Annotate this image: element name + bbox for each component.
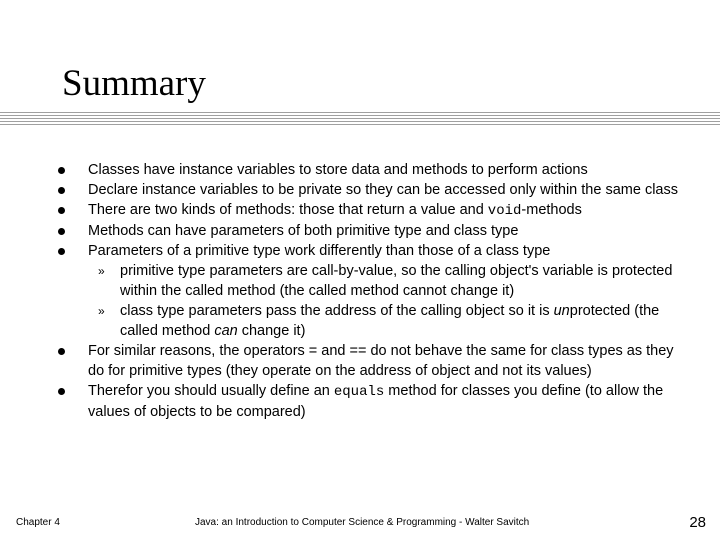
code-equals: equals [333,384,385,400]
bullet-dot-icon [58,187,65,194]
bullet-item [58,241,678,341]
emphasis-un: un [553,303,570,319]
bullet-text-post: -methods [521,202,582,218]
bullet-text-post: method for classes you define (to allow the values of objects to be compared) [88,383,664,420]
sub-item-text: primitive type parameters are call-by-value, so the calling object's variable is protected within the called method (the called method cannot change it) [120,263,673,299]
bullet-text-pre: Therefor you should usually define an [88,383,334,399]
sub-item [88,301,678,341]
bullet-dot-icon [58,388,65,395]
sub-marker-icon: » [98,264,105,278]
emphasis-can: can [214,323,238,339]
footer-credit: Java: an Introduction to Computer Science & Programming - Walter Savitch [195,517,530,528]
bullet-text: Parameters of a primitive type work differently than those of a class type [88,243,551,259]
footer-chapter: Chapter 4 [16,517,60,528]
bullet-item [58,341,678,381]
bullet-item [58,200,678,221]
bullet-item [58,180,678,200]
bullet-dot-icon [58,248,65,255]
bullet-text: Methods can have parameters of both primitive type and class type [88,223,519,239]
sub-item-text-pre: class type parameters pass the address of the calling object so it is [120,303,554,319]
code-void: void [487,203,522,219]
title-rule [0,112,720,127]
bullet-text-pre: There are two kinds of methods: those that return a value and [88,202,488,218]
sub-list [88,261,678,341]
bullet-item [58,221,678,241]
bullet-text: For similar reasons, the operators = and == do not behave the same for class types as they do for primitive types (they operate on the address of object and not its values) [88,343,674,379]
sub-item-text-mid: protected (the called method [120,303,660,339]
bullet-text: Declare instance variables to be private so they can be accessed only within the same class [88,182,678,198]
bullet-text: Classes have instance variables to store data and methods to perform actions [88,162,588,178]
bullet-dot-icon [58,348,65,355]
sub-item [88,261,678,301]
bullet-dot-icon [58,228,65,235]
page-number: 28 [689,514,706,531]
bullet-dot-icon [58,167,65,174]
bullet-item [58,381,678,422]
bullet-list [58,160,678,422]
sub-item-text-post: change it) [237,323,306,339]
bullet-item [58,160,678,180]
slide-title: Summary [62,63,206,104]
bullet-dot-icon [58,207,65,214]
sub-marker-icon: » [98,304,105,318]
